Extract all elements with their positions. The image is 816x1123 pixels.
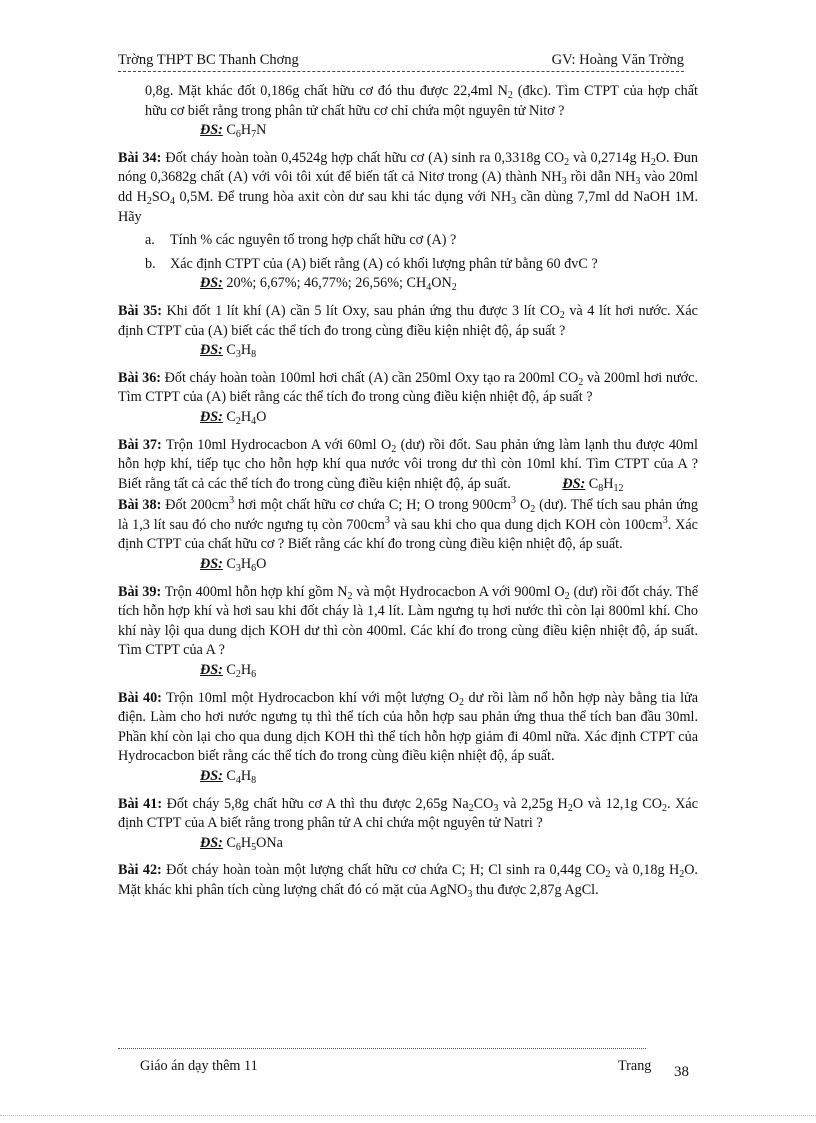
problem-42: Bài 42: Đốt cháy hoàn toàn một lượng chất hữu cơ chứa C; H; Cl sinh ra 0,44g $CO_2$ và 0,18g $H_2O$. Mặt khác khi phân tích cùng lượng chất đó có mặt của AgNO$_3$ thu được 2,87g AgCl. [118, 862, 698, 900]
page-number: 38 [674, 1064, 689, 1080]
problem-39-answer: ĐS: $C_2H_6$ [200, 662, 257, 681]
page-edge [0, 1115, 816, 1116]
problem-number: Bài 34: [118, 149, 162, 166]
header-teacher: GV: Hoàng Văn Trờng [551, 52, 684, 68]
problem-number: Bài 41: [118, 795, 163, 812]
problem-34: Bài 34: Đốt cháy hoàn toàn 0,4524g hợp chất hữu cơ (A) sinh ra 0,3318g $CO_2$ và 0,2714g $H_2O$. Đun nóng 0,3682g chất (A) với vôi tôi xút để biến tất cả Nitơ trong (A) thành $NH_3$ rồi dẫn $NH_3$ vào 20ml dd $H_2SO_4$ 0,5M. Để trung hòa axit còn dư sau khi tác dụng với $NH_3$ cần dùng 7,7ml dd NaOH 1M. Hãy [118, 149, 698, 225]
problem-36-answer: ĐS: $C_2H_4O$ [200, 408, 267, 427]
problem-41-answer: ĐS: $C_6H_5ONa$ [200, 834, 283, 853]
problem-37-answer: ĐS: $C_8H_{12}$ [562, 475, 624, 494]
problem-number: Bài 38: [118, 497, 162, 514]
header-school: Trờng THPT BC Thanh Chơng [118, 52, 299, 68]
problem-number: Bài 36: [118, 369, 162, 386]
header-divider [118, 71, 684, 72]
problem-number: Bài 40: [118, 689, 162, 706]
footer-divider [118, 1048, 646, 1049]
problem-number: Bài 37: [118, 436, 162, 453]
page-header [118, 52, 688, 70]
problem-41: Bài 41: Đốt cháy 5,8g chất hữu cơ A thì thu được 2,65g $Na_2CO_3$ và 2,25g $H_2O$ và 12,1g $CO_2$. Xác định CTPT của A biết rằng trong phân tử A chỉ chứa một nguyên tử Natri ? [118, 795, 698, 832]
footer-title: Giáo án dạy thêm 11 [140, 1058, 258, 1074]
problem-number: Bài 35: [118, 302, 162, 319]
problem-35-answer: ĐS: $C_3H_8$ [200, 342, 257, 361]
problem-36: Bài 36: Đốt cháy hoàn toàn 100ml hơi chất (A) cần 250ml Oxy tạo ra 200ml $CO_2$ và 200ml hơi nước. Tìm CTPT của (A) biết rằng các thể tích đo trong cùng điều kiện nhiệt độ, áp suất ? [118, 369, 698, 406]
problem-34-part-b: b. Xác định CTPT của (A) biết rằng (A) có khối lượng phân tử bằng 60 đvC ? [145, 255, 598, 272]
problem-34-answer: ĐS: 20%; 6,67%; 46,77%; 26,56%; $CH_4ON_2$ [200, 275, 457, 294]
problem-number: Bài 39: [118, 583, 162, 600]
page-content [118, 82, 698, 901]
intro-text: 0,8g. Mặt khác đốt 0,186g chất hữu cơ đó thu được 22,4ml $N_2$ (đkc). Tìm CTPT của hợp chất hữu cơ biết rằng trong phân tử chất hữu cơ chỉ chứa một nguyên tử Nitơ ? [145, 83, 698, 119]
problem-38: Bài 38: Đốt $200cm^3$ hơi một chất hữu cơ chứa C; H; O trong $900cm^3$ $O_2$ (dư). Thể tích sau phản ứng là 1,3 lít sau đó cho nước ngưng tụ còn $700cm^3$ và sau khi cho qua dung dịch KOH còn $100cm^3$. Xác định CTPT của chất hữu cơ ? Biết rằng các khí đo trong cùng điều kiện nhiệt độ, áp suất. [118, 495, 698, 553]
intro-answer: ĐS: $C_6H_7N$ [200, 122, 267, 141]
problem-38-answer: ĐS: $C_3H_6O$ [200, 556, 267, 575]
problem-40: Bài 40: Trộn 10ml một Hydrocacbon khí với một lượng $O_2$ dư rồi làm nổ hỗn hợp này bằng tia lửa điện. Làm cho hơi nước ngưng tụ thì thể tích của hỗn hợp sau phản ứng thua thể tích ban đầu 30ml. Phần khí còn lại cho qua dung dịch KOH thì thể tích hỗn hợp giảm đi 40ml nữa. Xác định CTPT của Hydrocacbon biết rằng các thể tích đo trong cùng điều kiện nhiệt độ, áp suất. [118, 689, 698, 765]
problem-34-part-a: a. Tính % các nguyên tố trong hợp chất hữu cơ (A) ? [145, 232, 457, 249]
problem-37: Bài 37: Trộn 10ml Hydrocacbon A với 60ml $O_2$ (dư) rồi đốt. Sau phản ứng làm lạnh thu được 40ml hỗn hợp khí, tiếp tục cho hỗn hợp khí qua nước vôi trong dư thì còn 10ml khí. Tìm CTPT của A ? Biết rằng tất cả các thể tích đo trong cùng điều kiện nhiệt độ, áp suất. ĐS: $C_8H_{12}$ [118, 436, 698, 494]
answer-label: ĐS: [200, 122, 223, 139]
footer-trang: Trang [618, 1058, 652, 1074]
problem-39: Bài 39: Trộn 400ml hỗn hợp khí gồm $N_2$ và một Hydrocacbon A với 900ml $O_2$ (dư) rồi đốt cháy. Thể tích hỗn hợp khí và hơi sau khi đốt cháy là 1,4 lít. Làm ngưng tụ hơi nước thì còn lại 800ml khí. Cho khí này lội qua dung dịch KOH dư thì còn 400ml. Các khí đo trong cùng điều kiện nhiệt độ, áp suất. Tìm CTPT của A ? [118, 583, 698, 659]
problem-number: Bài 42: [118, 862, 162, 879]
problem-35: Bài 35: Khi đốt 1 lít khí (A) cần 5 lít Oxy, sau phản ứng thu được 3 lít $CO_2$ và 4 lít hơi nước. Xác định CTPT của (A) biết các thể tích đo trong cùng điều kiện nhiệt độ, áp suất ? [118, 302, 698, 339]
problem-40-answer: ĐS: $C_4H_8$ [200, 768, 257, 786]
